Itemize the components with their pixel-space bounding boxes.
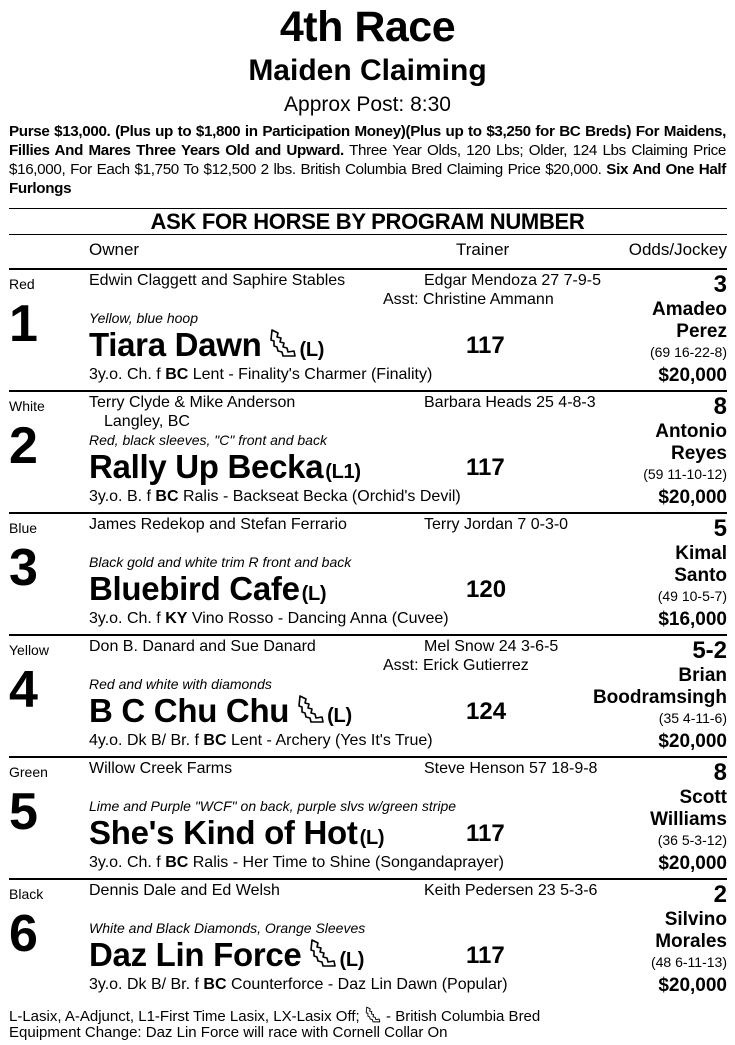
pedigree: Ralis - Her Time to Shine (Songandaprayer)	[188, 854, 504, 871]
silks: Black gold and white trim R front and back	[89, 554, 352, 570]
legend-bc: - British Columbia Bred	[381, 1008, 541, 1025]
owner-location: Langley, BC	[104, 413, 190, 430]
horse-name-line	[89, 813, 384, 858]
silks: Lime and Purple "WCF" on back, purple slvs w/green stripe	[89, 798, 457, 814]
pedigree: Lent - Finality's Charmer (Finality)	[188, 366, 433, 383]
jockey-stats: (69 16-22-8)	[649, 344, 727, 360]
divider	[9, 234, 727, 235]
entry-row	[0, 268, 735, 390]
pedigree: Lent - Archery (Yes It's True)	[226, 732, 433, 749]
trainer: Barbara Heads 25 4-8-3	[424, 394, 596, 411]
trainer: Keith Pedersen 23 5-3-6	[424, 882, 598, 899]
race-type: Maiden Claiming	[248, 54, 487, 87]
weight: 124	[466, 698, 507, 725]
post-time: Approx Post: 8:30	[284, 93, 451, 116]
saddlecloth-color: Yellow	[9, 642, 49, 658]
morning-line-odds: 3	[713, 271, 727, 298]
jockey-last-name: Morales	[655, 931, 727, 952]
assistant-trainer: Asst: Christine Ammann	[383, 291, 554, 308]
horse-name-line	[89, 569, 326, 614]
age-color-sex: 3y.o. Ch. f	[89, 610, 166, 627]
pedigree: Ralis - Backseat Becka (Orchid's Devil)	[178, 488, 461, 505]
race-title: 4th Race	[279, 3, 456, 51]
jockey-stats: (59 11-10-12)	[643, 466, 727, 482]
owner-header: Owner	[89, 240, 140, 259]
horse-name-line	[89, 691, 352, 736]
conditions-purse: Purse $13,000. (Plus up to $1,800 in Participation Money)(Plus up to $3,250 for BC Breds) For Maidens, Fillies And Mares Three Years Old and Upward.	[9, 123, 726, 159]
owner: James Redekop and Stefan Ferrario	[89, 516, 347, 533]
age-color-sex: 4y.o. Dk B/ Br. f	[89, 732, 204, 749]
divider	[9, 878, 727, 880]
saddlecloth-color: Black	[9, 886, 44, 902]
owner: Edwin Claggett and Saphire Stables	[89, 272, 346, 289]
morning-line-odds: 2	[713, 881, 727, 908]
morning-line-odds: 5	[713, 515, 727, 542]
program-number: 2	[9, 417, 38, 475]
entry-row	[0, 756, 735, 878]
morning-line-odds: 8	[713, 759, 727, 786]
horse-name: Daz Lin Force	[89, 936, 302, 973]
horse-name: Rally Up Becka	[89, 448, 324, 485]
weight: 117	[466, 942, 505, 969]
medication: (L1)	[325, 461, 361, 483]
silks: White and Black Diamonds, Orange Sleeves	[89, 920, 366, 936]
jockey-stats: (36 5-3-12)	[657, 832, 727, 848]
odds-jockey-header: Odds/Jockey	[628, 240, 727, 259]
divider	[9, 512, 727, 514]
equipment-change: Equipment Change: Daz Lin Force will race with Cornell Collar On	[9, 1024, 448, 1041]
saddlecloth-color: Green	[9, 764, 48, 780]
breeding	[89, 609, 449, 629]
program-number: 1	[9, 295, 38, 353]
pedigree: Vino Rosso - Dancing Anna (Cuvee)	[187, 610, 449, 627]
race-conditions	[9, 122, 726, 198]
medication: (L)	[299, 339, 325, 361]
divider	[9, 268, 727, 270]
weight: 120	[466, 576, 507, 603]
breeding	[89, 487, 461, 507]
owner: Don B. Danard and Sue Danard	[89, 638, 316, 655]
bred-state: BC	[203, 732, 227, 749]
legend	[9, 1006, 540, 1025]
bred-state: BC	[165, 854, 189, 871]
claiming-price: $20,000	[658, 487, 727, 508]
claiming-price: $20,000	[658, 731, 727, 752]
conditions-distance: Six And One Half Furlongs	[9, 161, 726, 197]
divider	[9, 756, 727, 758]
trainer: Steve Henson 57 18-9-8	[424, 760, 598, 777]
horse-name: Bluebird Cafe	[89, 570, 300, 607]
bc-bred-icon	[269, 328, 297, 358]
program-number: 4	[9, 661, 38, 719]
jockey-first-name: Amadeo	[652, 299, 727, 320]
claiming-price: $16,000	[658, 609, 727, 630]
saddlecloth-color: Blue	[9, 520, 38, 536]
program-number: 3	[9, 539, 38, 597]
owner: Terry Clyde & Mike Anderson	[89, 394, 296, 411]
entry-row	[0, 390, 735, 512]
jockey-stats: (35 4-11-6)	[658, 710, 727, 726]
owner: Dennis Dale and Ed Welsh	[89, 882, 280, 899]
bred-state: BC	[203, 976, 227, 993]
bred-state: BC	[155, 488, 179, 505]
age-color-sex: 3y.o. Ch. f	[89, 366, 166, 383]
breeding	[89, 975, 508, 995]
bc-bred-icon	[309, 938, 337, 968]
jockey-stats: (48 6-11-13)	[650, 954, 727, 970]
weight: 117	[466, 820, 505, 847]
horse-name: She's Kind of Hot	[89, 814, 358, 851]
bred-state: BC	[165, 366, 189, 383]
morning-line-odds: 8	[713, 393, 727, 420]
trainer: Edgar Mendoza 27 7-9-5	[424, 272, 601, 289]
divider	[9, 634, 727, 636]
medication: (L)	[359, 827, 385, 849]
horse-name-line	[89, 325, 324, 370]
entry-row	[0, 878, 735, 1000]
program-number: 5	[9, 783, 38, 841]
horse-name: Tiara Dawn	[89, 326, 262, 363]
trainer: Terry Jordan 7 0-3-0	[424, 516, 569, 533]
jockey-last-name: Perez	[676, 321, 727, 342]
trainer-header: Trainer	[456, 240, 510, 259]
silks: Yellow, blue hoop	[89, 310, 198, 326]
medication: (L)	[327, 705, 352, 727]
divider	[9, 390, 727, 392]
horse-name-line	[89, 935, 364, 980]
saddlecloth-color: White	[9, 398, 45, 414]
program-number: 6	[9, 905, 38, 963]
breeding	[89, 853, 504, 873]
claiming-price: $20,000	[658, 365, 727, 386]
silks: Red, black sleeves, "C" front and back	[89, 432, 327, 448]
jockey-first-name: Antonio	[655, 421, 727, 442]
silks: Red and white with diamonds	[89, 676, 272, 692]
horse-name: B C Chu Chu	[89, 692, 290, 729]
breeding	[89, 731, 433, 751]
jockey-last-name: Boodramsingh	[592, 687, 727, 708]
claiming-price: $20,000	[658, 975, 727, 996]
jockey-last-name: Williams	[650, 809, 727, 830]
jockey-first-name: Kimal	[675, 543, 727, 564]
bred-state: KY	[165, 610, 188, 627]
medication: (L)	[301, 583, 327, 605]
trainer: Mel Snow 24 3-6-5	[424, 638, 559, 655]
legend-codes: L-Lasix, A-Adjunct, L1-First Time Lasix, LX-Lasix Off;	[9, 1008, 364, 1025]
owner: Willow Creek Farms	[89, 760, 233, 777]
bc-bred-icon	[364, 1006, 382, 1023]
jockey-first-name: Brian	[678, 665, 727, 686]
conditions-weights: Three Year Olds, 120 Lbs; Older, 124 Lbs Claiming Price $16,000, For Each $1,750 To $12,500 2 lbs. British Columbia Bred Claiming Price $20,000.	[9, 142, 726, 178]
jockey-first-name: Silvino	[664, 909, 727, 930]
jockey-first-name: Scott	[679, 787, 727, 808]
age-color-sex: 3y.o. Dk B/ Br. f	[89, 976, 204, 993]
weight: 117	[466, 332, 505, 359]
breeding	[89, 365, 432, 385]
medication: (L)	[339, 949, 365, 971]
age-color-sex: 3y.o. Ch. f	[89, 854, 166, 871]
age-color-sex: 3y.o. B. f	[89, 488, 156, 505]
horse-name-line	[89, 447, 361, 492]
claiming-price: $20,000	[658, 853, 727, 874]
ask-banner: ASK FOR HORSE BY PROGRAM NUMBER	[150, 209, 585, 234]
entry-row	[0, 634, 735, 756]
jockey-last-name: Santo	[674, 565, 727, 586]
pedigree: Counterforce - Daz Lin Dawn (Popular)	[226, 976, 508, 993]
entry-row	[0, 512, 735, 634]
assistant-trainer: Asst: Erick Gutierrez	[383, 657, 529, 674]
morning-line-odds: 5-2	[692, 637, 727, 664]
saddlecloth-color: Red	[9, 276, 35, 292]
jockey-last-name: Reyes	[671, 443, 727, 464]
jockey-stats: (49 10-5-7)	[657, 588, 727, 604]
bc-bred-icon	[297, 694, 325, 724]
weight: 117	[466, 454, 505, 481]
